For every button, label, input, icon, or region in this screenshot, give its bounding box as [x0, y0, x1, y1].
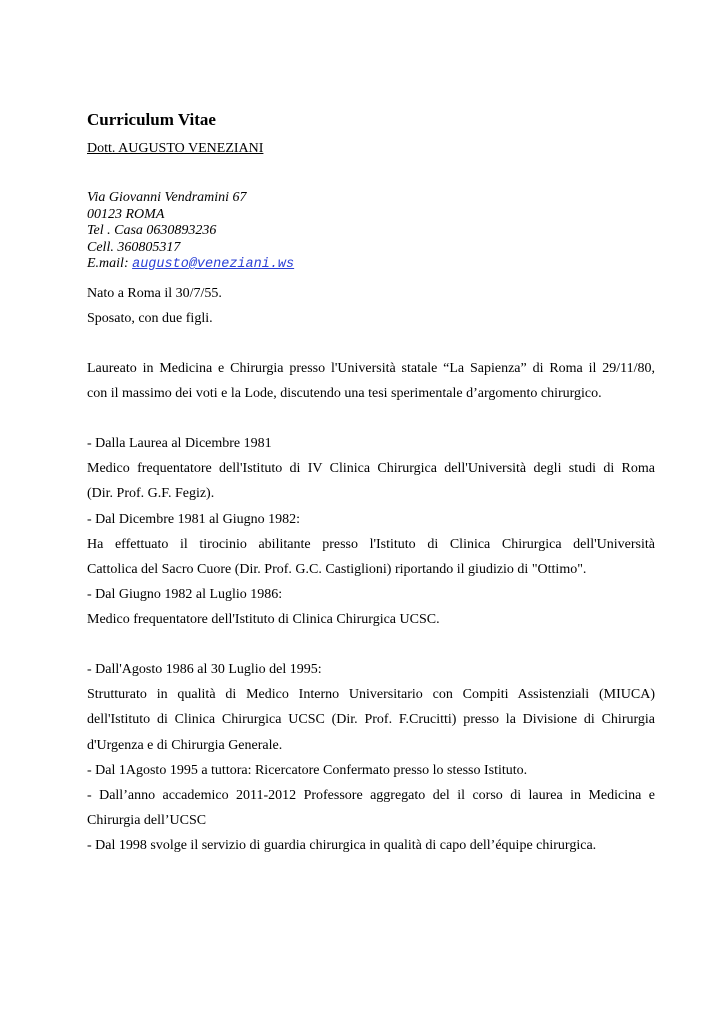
family-info: Sposato, con due figli. — [87, 311, 213, 326]
career-6-line-2: Chirurgia dell’UCSC — [87, 813, 207, 828]
career-1-line-2: (Dir. Prof. G.F. Fegiz). — [87, 486, 215, 501]
email-label: E.mail: — [87, 256, 129, 271]
city: 00123 ROMA — [87, 206, 165, 222]
email-link[interactable]: augusto@veneziani.ws — [132, 257, 295, 272]
cell-phone: Cell. 360805317 — [87, 239, 181, 255]
birth-info: Nato a Roma il 30/7/55. — [87, 286, 222, 301]
career-3-heading: - Dal Giugno 1982 al Luglio 1986: — [87, 587, 283, 602]
career-1-line-1: Medico frequentatore dell'Istituto di IV Clinica Chirurgica dell'Università degli studi di Roma — [87, 461, 655, 476]
career-4-line-3: d'Urgenza e di Chirurgia Generale. — [87, 738, 283, 753]
career-1-heading: - Dalla Laurea al Dicembre 1981 — [87, 436, 272, 451]
contact-block — [87, 190, 294, 274]
street-address: Via Giovanni Vendramini 67 — [87, 190, 247, 205]
career-5: - Dal 1Agosto 1995 a tuttora: Ricercatore Confermato presso lo stesso Istituto. — [87, 763, 528, 778]
career-2-heading: - Dal Dicembre 1981 al Giugno 1982: — [87, 512, 301, 527]
career-4-line-2: dell'Istituto di Clinica Chirurgica UCSC (Dir. Prof. F.Crucitti) presso la Divisione di Chirurgia — [87, 712, 655, 727]
career-2-line-1: Ha effettuato il tirocinio abilitante presso l'Istituto di Clinica Chirurgica dell'Università — [87, 537, 655, 552]
education-line-1: Laureato in Medicina e Chirurgia presso l'Università statale “La Sapienza” di Roma il 29/11/80, — [87, 361, 655, 376]
career-2-line-2: Cattolica del Sacro Cuore (Dir. Prof. G.C. Castiglioni) riportando il giudizio di "Ottimo". — [87, 562, 587, 577]
career-6-line-1: - Dall’anno accademico 2011-2012 Professore aggregato del il corso di laurea in Medicina e — [87, 788, 655, 803]
career-4-heading: - Dall'Agosto 1986 al 30 Luglio del 1995: — [87, 662, 322, 677]
person-name: Dott. AUGUSTO VENEZIANI — [87, 141, 264, 156]
career-7: - Dal 1998 svolge il servizio di guardia chirurgica in qualità di capo dell’équipe chirurgica. — [87, 838, 597, 853]
home-phone: Tel . Casa 0630893236 — [87, 223, 217, 238]
email-row — [87, 256, 294, 274]
career-4-line-1: Strutturato in qualità di Medico Interno Universitario con Compiti Assistenziali (MIUCA) — [87, 687, 655, 702]
document-title: Curriculum Vitae — [87, 110, 216, 129]
education-line-2: con il massimo dei voti e la Lode, discutendo una tesi sperimentale d’argomento chirurgico. — [87, 386, 602, 401]
career-3-line-1: Medico frequentatore dell'Istituto di Clinica Chirurgica UCSC. — [87, 612, 440, 627]
